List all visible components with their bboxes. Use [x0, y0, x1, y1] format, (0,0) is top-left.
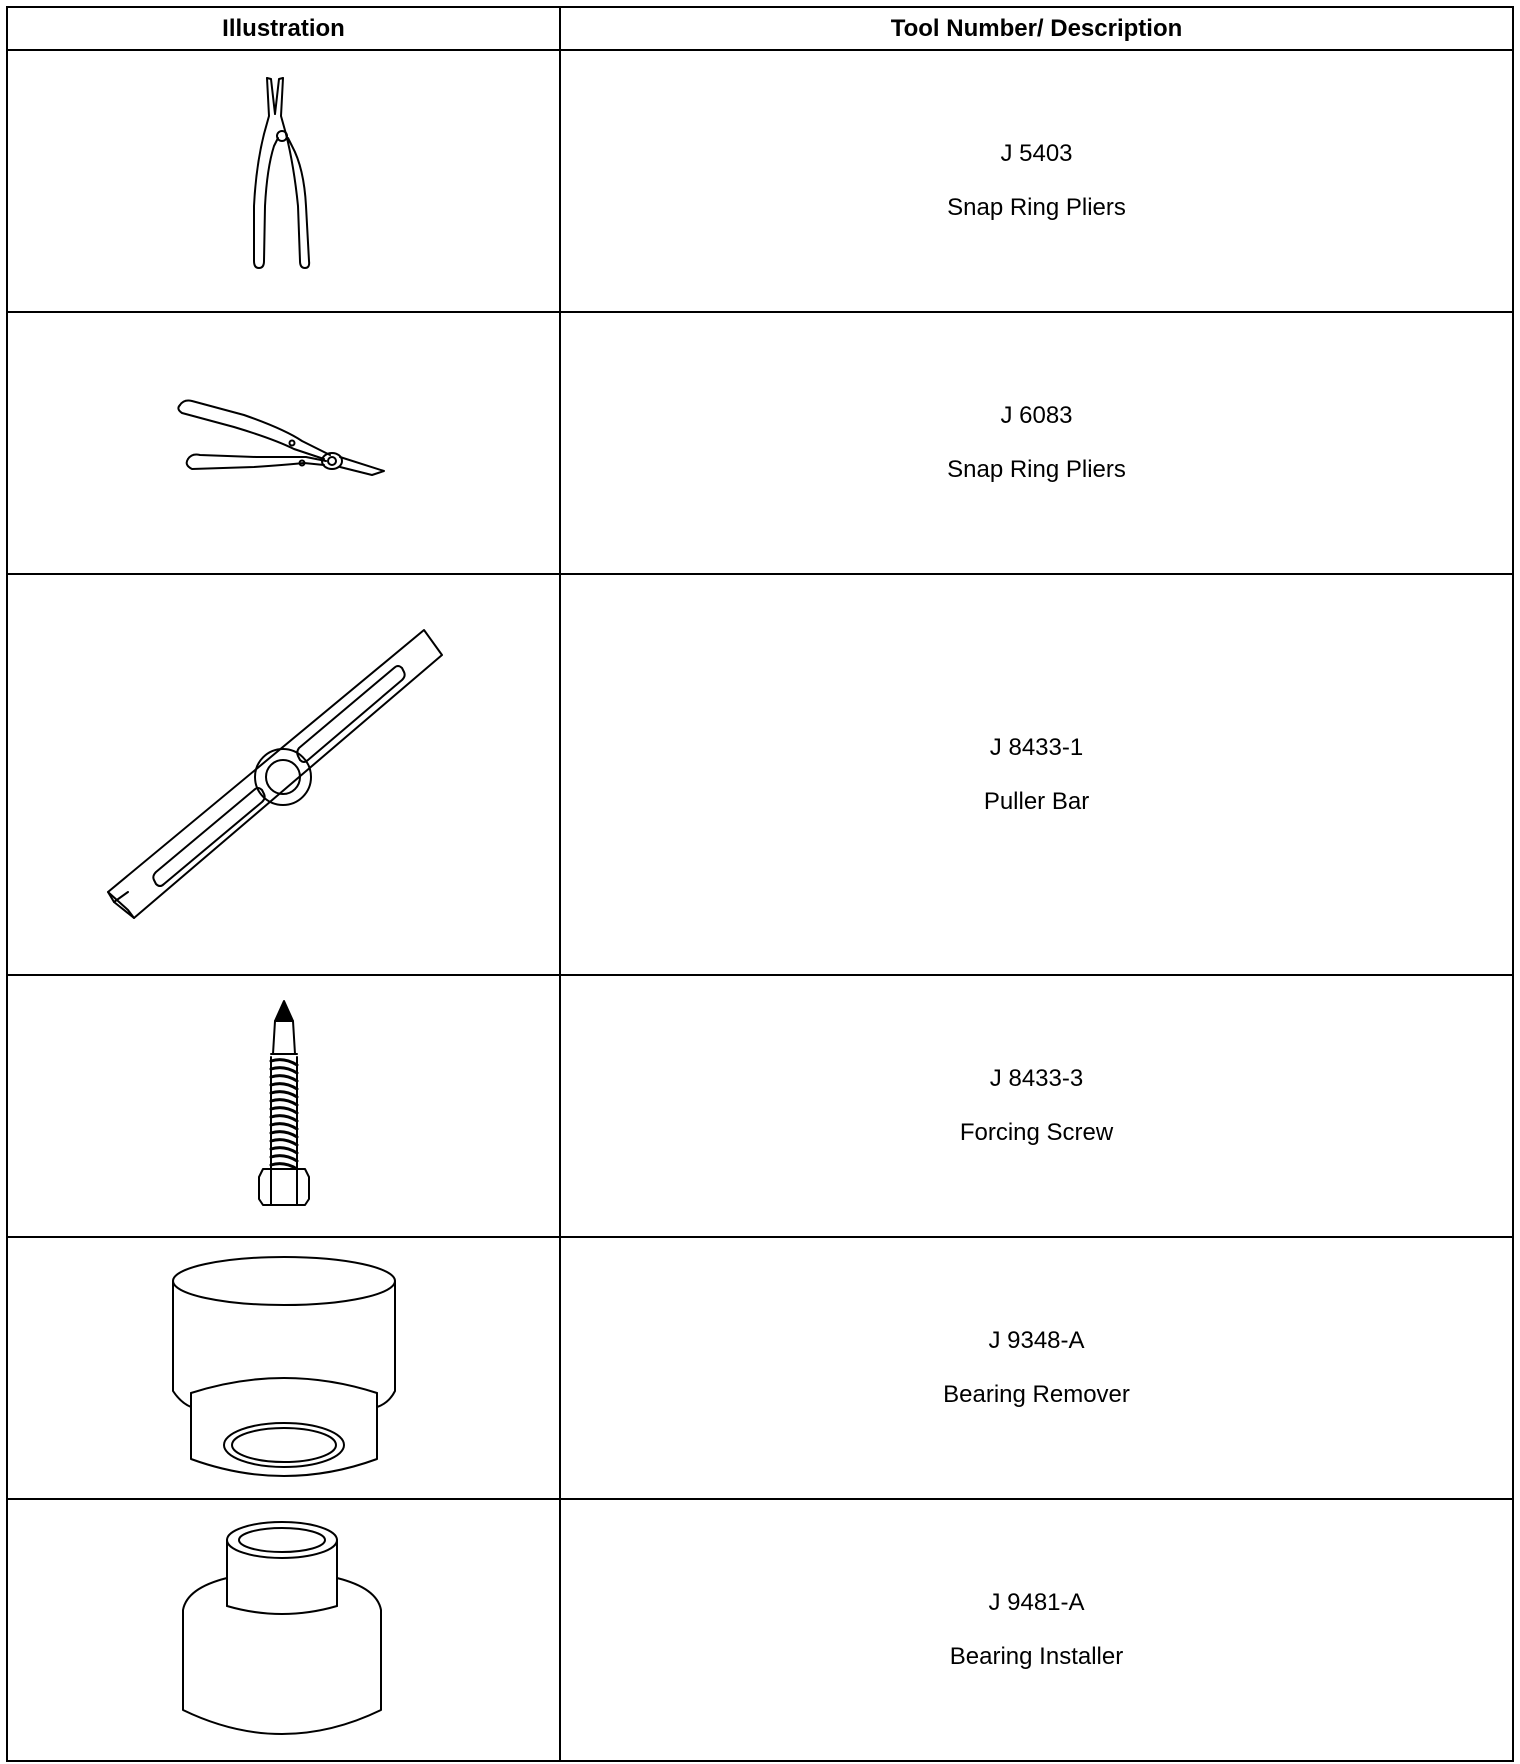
table-header-row [7, 7, 1513, 50]
header-tool-description: Tool Number/ Description [560, 7, 1513, 50]
tool-name: Forcing Screw [959, 1119, 1114, 1146]
tool-number: J 8433-1 [989, 733, 1084, 761]
puller-bar-icon [104, 610, 464, 940]
tool-number: J 5403 [1000, 140, 1073, 167]
tool-number: J 8433-3 [989, 1065, 1084, 1092]
tool-name: Bearing Remover [943, 1381, 1130, 1408]
illustration-cell [7, 574, 560, 975]
tool-description-cell [560, 1499, 1513, 1761]
tool-description-cell [560, 1237, 1513, 1499]
snap-ring-pliers-angled-icon [174, 393, 394, 493]
bearing-installer-icon [179, 1518, 389, 1743]
table-row [7, 1237, 1513, 1499]
tool-description-cell [560, 50, 1513, 312]
table-row [7, 50, 1513, 312]
tool-number: J 6083 [1000, 402, 1073, 429]
table-row [7, 312, 1513, 574]
tool-name: Snap Ring Pliers [947, 456, 1126, 483]
tool-number: J 9348-A [988, 1327, 1085, 1354]
header-illustration: Illustration [7, 7, 560, 50]
table-row [7, 574, 1513, 975]
tool-name: Bearing Installer [949, 1643, 1124, 1670]
illustration-cell [7, 975, 560, 1237]
illustration-cell [7, 1499, 560, 1761]
tool-description-cell [560, 975, 1513, 1237]
snap-ring-pliers-straight-icon [244, 76, 324, 286]
tool-name: Snap Ring Pliers [947, 194, 1126, 221]
illustration-cell [7, 312, 560, 574]
tool-number: J 9481-A [988, 1589, 1085, 1616]
forcing-screw-icon [249, 999, 319, 1214]
table-row [7, 975, 1513, 1237]
tool-description-cell [560, 574, 1513, 975]
tool-name: Puller Bar [983, 787, 1090, 815]
illustration-cell [7, 50, 560, 312]
illustration-cell [7, 1237, 560, 1499]
special-tools-table [6, 6, 1514, 1762]
table-row [7, 1499, 1513, 1761]
tool-description-cell [560, 312, 1513, 574]
bearing-remover-icon [169, 1253, 399, 1483]
